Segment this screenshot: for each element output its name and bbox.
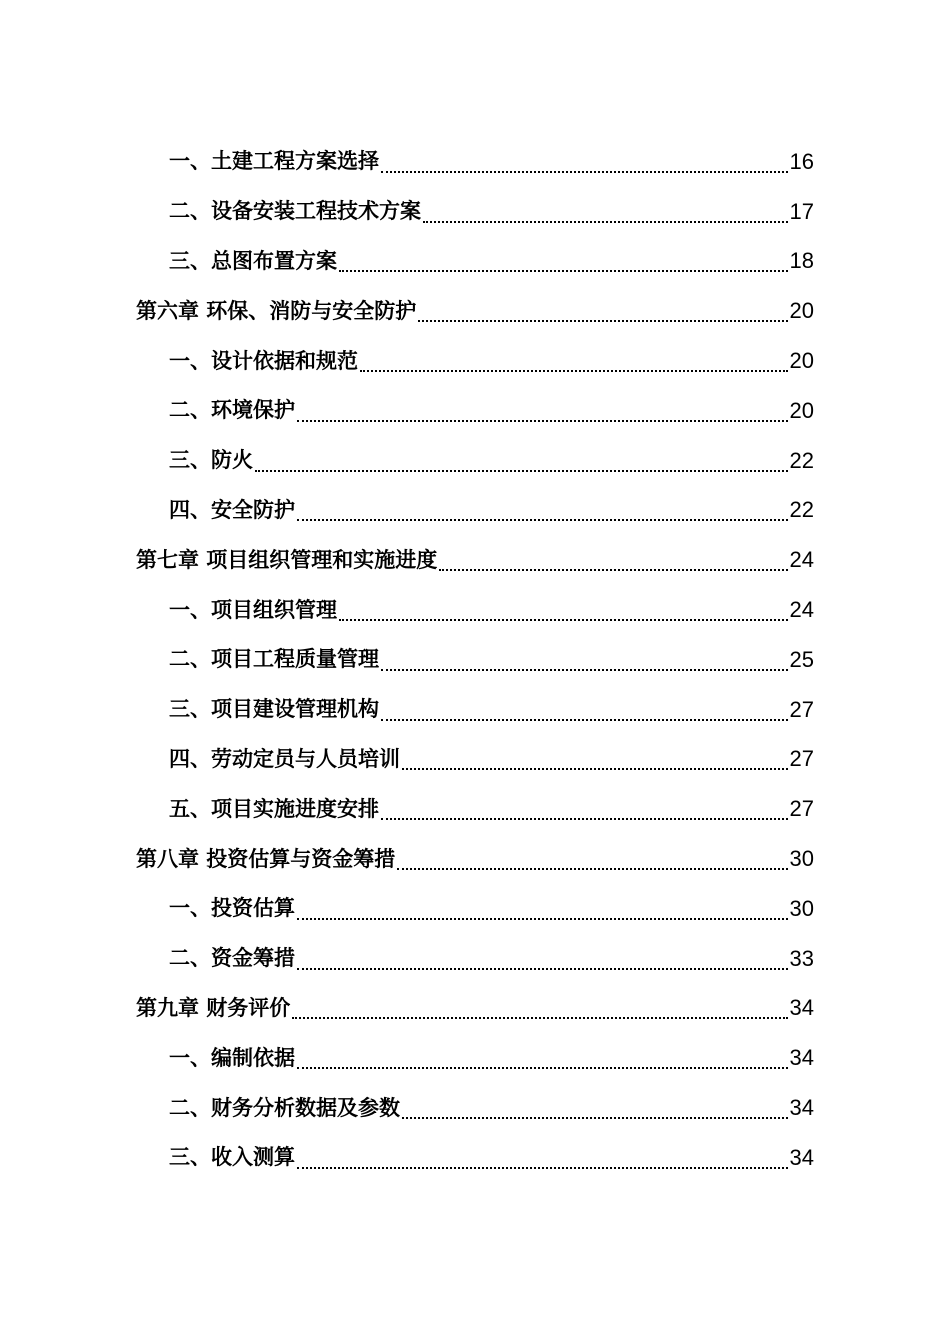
toc-entry-title: 第八章 投资估算与资金筹措 xyxy=(136,846,396,871)
dot-leader xyxy=(255,470,788,472)
toc-page-number: 34 xyxy=(789,1095,814,1121)
toc-entry-section[interactable] xyxy=(0,237,950,287)
toc-entry-title: 三、收入测算 xyxy=(169,1145,295,1170)
toc-page-number: 18 xyxy=(789,248,814,274)
dot-leader xyxy=(297,1167,788,1169)
toc-entry-section[interactable] xyxy=(0,685,950,735)
toc-entry-title: 四、安全防护 xyxy=(169,497,295,522)
dot-leader xyxy=(360,370,788,372)
dot-leader xyxy=(439,569,787,571)
toc-entry-title: 第七章 项目组织管理和实施进度 xyxy=(136,547,438,572)
dot-leader xyxy=(297,420,788,422)
toc-entry-title: 二、财务分析数据及参数 xyxy=(169,1095,400,1120)
toc-entry-chapter[interactable] xyxy=(0,834,950,884)
dot-leader xyxy=(381,669,788,671)
toc-entry-chapter[interactable] xyxy=(0,984,950,1034)
toc-entry-title: 二、项目工程质量管理 xyxy=(169,647,379,672)
toc-entry-title: 二、资金筹措 xyxy=(169,946,295,971)
dot-leader xyxy=(418,320,787,322)
toc-entry-title: 第九章 财务评价 xyxy=(136,995,291,1020)
toc-entry-title: 一、设计依据和规范 xyxy=(169,348,358,373)
toc-page-number: 27 xyxy=(789,696,814,722)
dot-leader xyxy=(297,1067,788,1069)
toc-entry-section[interactable] xyxy=(0,1083,950,1133)
dot-leader xyxy=(297,519,788,521)
toc-entry-section[interactable] xyxy=(0,436,950,486)
toc-entry-section[interactable] xyxy=(0,735,950,785)
toc-page-number: 17 xyxy=(789,198,814,224)
toc-entry-section[interactable] xyxy=(0,187,950,237)
toc-entry-title: 四、劳动定员与人员培训 xyxy=(169,746,400,771)
dot-leader xyxy=(339,619,788,621)
toc-entry-title: 三、防火 xyxy=(169,448,253,473)
dot-leader xyxy=(292,1017,787,1019)
toc-page-number: 25 xyxy=(789,646,814,672)
toc-entry-section[interactable] xyxy=(0,934,950,984)
toc-page-number: 33 xyxy=(789,945,814,971)
toc-entry-section[interactable] xyxy=(0,1033,950,1083)
toc-entry-title: 一、投资估算 xyxy=(169,896,295,921)
toc-page-number: 30 xyxy=(789,895,814,921)
dot-leader xyxy=(297,968,788,970)
toc-page-number: 22 xyxy=(789,497,814,523)
toc-page-number: 24 xyxy=(789,547,814,573)
toc-page-number: 27 xyxy=(789,796,814,822)
toc-entry-chapter[interactable] xyxy=(0,286,950,336)
dot-leader xyxy=(339,270,788,272)
toc-page-number: 16 xyxy=(789,148,814,174)
toc-entry-title: 一、土建工程方案选择 xyxy=(169,149,379,174)
dot-leader xyxy=(381,171,788,173)
toc-entry-section[interactable] xyxy=(0,137,950,187)
dot-leader xyxy=(381,818,788,820)
toc-entry-section[interactable] xyxy=(0,1133,950,1183)
toc-page-number: 20 xyxy=(789,397,814,423)
toc-entry-section[interactable] xyxy=(0,635,950,685)
dot-leader xyxy=(397,868,787,870)
toc-page-number: 34 xyxy=(789,1144,814,1170)
toc-entry-title: 五、项目实施进度安排 xyxy=(169,796,379,821)
toc-page-number: 27 xyxy=(789,746,814,772)
toc-entry-title: 一、项目组织管理 xyxy=(169,597,337,622)
toc-page-number: 22 xyxy=(789,447,814,473)
toc-page-number: 24 xyxy=(789,597,814,623)
dot-leader xyxy=(402,1117,788,1119)
toc-entry-chapter[interactable] xyxy=(0,535,950,585)
dot-leader xyxy=(423,221,788,223)
toc-entry-title: 一、编制依据 xyxy=(169,1045,295,1070)
toc-entry-title: 三、总图布置方案 xyxy=(169,248,337,273)
toc-entry-section[interactable] xyxy=(0,386,950,436)
toc-entry-title: 三、项目建设管理机构 xyxy=(169,697,379,722)
toc-entry-title: 第六章 环保、消防与安全防护 xyxy=(136,298,417,323)
toc-page-number: 34 xyxy=(789,1045,814,1071)
table-of-contents xyxy=(0,137,950,1183)
toc-entry-section[interactable] xyxy=(0,486,950,536)
dot-leader xyxy=(402,768,788,770)
toc-page-number: 20 xyxy=(789,298,814,324)
toc-entry-section[interactable] xyxy=(0,336,950,386)
toc-entry-title: 二、设备安装工程技术方案 xyxy=(169,199,421,224)
toc-entry-title: 二、环境保护 xyxy=(169,398,295,423)
toc-entry-section[interactable] xyxy=(0,884,950,934)
toc-page-number: 30 xyxy=(789,846,814,872)
toc-entry-section[interactable] xyxy=(0,784,950,834)
toc-page-number: 34 xyxy=(789,995,814,1021)
dot-leader xyxy=(297,918,788,920)
toc-entry-section[interactable] xyxy=(0,585,950,635)
dot-leader xyxy=(381,719,788,721)
toc-page-number: 20 xyxy=(789,348,814,374)
